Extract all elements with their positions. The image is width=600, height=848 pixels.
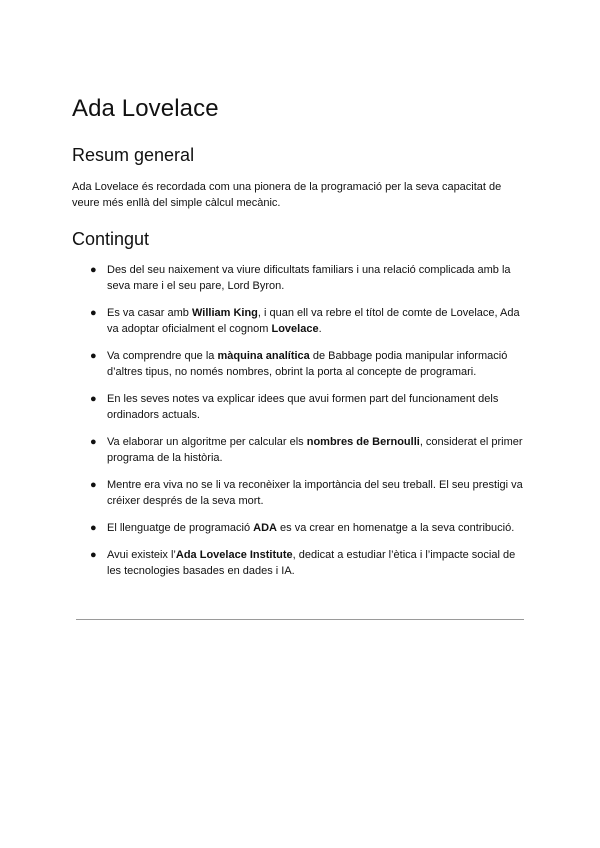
bullet-bold-text: nombres de Bernoulli (306, 436, 420, 448)
bullet-bold-text: William King (191, 307, 258, 319)
bullet-text: En les seves notes va explicar idees que avui formen part del funcionament dels ordinadors actuals. (107, 393, 499, 421)
bullet-bold-text: ADA (253, 522, 277, 534)
bullet-item (72, 477, 532, 509)
bullet-item (72, 434, 532, 466)
bullet-text: Va elaborar un algoritme per calcular els (107, 436, 307, 448)
bullet-dot-icon: ● (90, 522, 97, 534)
summary-heading: Resum general (72, 145, 195, 165)
bullet-dot-icon: ● (90, 393, 97, 405)
bullet-text: , considerat el primer programa de la història. (107, 436, 523, 464)
bullet-text: es va crear en homenatge a la seva contribució. (277, 522, 515, 534)
bullet-dot-icon: ● (90, 549, 97, 561)
bullet-text: , dedicat a estudiar l’ètica i l’impacte social de les tecnologies basades en dades i IA. (107, 549, 516, 577)
document-title: Ada Lovelace (72, 95, 219, 122)
bullet-text: Avui existeix l’ (107, 549, 176, 561)
content-heading: Contingut (72, 229, 150, 249)
bullet-item (72, 305, 532, 337)
bullet-dot-icon: ● (90, 264, 97, 276)
bullet-text: El llenguatge de programació (107, 522, 254, 534)
bullet-dot-icon: ● (90, 436, 97, 448)
bullet-bold-text: Ada Lovelace Institute (175, 549, 293, 561)
summary-paragraph: Ada Lovelace és recordada com una pionera de la programació per la seva capacitat de veure més enllà del simple càlcul mecànic. (72, 181, 502, 209)
bullet-item (72, 547, 532, 579)
bullet-text: Des del seu naixement va viure dificultats familiars i una relació complicada amb la seva mare i el seu pare, Lord Byron. (107, 264, 511, 292)
bullet-bold-text: Lovelace (271, 323, 319, 335)
bullet-text: Va comprendre que la (107, 350, 218, 362)
bullet-dot-icon: ● (90, 479, 97, 491)
bullet-text: , i quan ell va rebre el títol de comte de Lovelace, Ada va adoptar oficialment el cognom (107, 307, 520, 335)
bullet-item (72, 520, 532, 536)
bullet-dot-icon: ● (90, 307, 97, 319)
bullet-text: . (318, 323, 322, 335)
bullet-text: Es va casar amb (107, 307, 192, 319)
bullet-dot-icon: ● (90, 350, 97, 362)
bullet-item (72, 391, 532, 423)
bullet-text: Mentre era viva no se li va reconèixer la importància del seu treball. El seu prestigi va créixer després de la seva mort. (107, 479, 523, 507)
horizontal-divider (76, 619, 524, 620)
content-bullet-list (72, 262, 532, 590)
bullet-item (72, 348, 532, 380)
bullet-text: de Babbage podia manipular informació d’altres tipus, no només nombres, obrint la porta al concepte de programari. (107, 350, 508, 378)
bullet-item (72, 262, 532, 294)
bullet-bold-text: màquina analítica (217, 350, 310, 362)
